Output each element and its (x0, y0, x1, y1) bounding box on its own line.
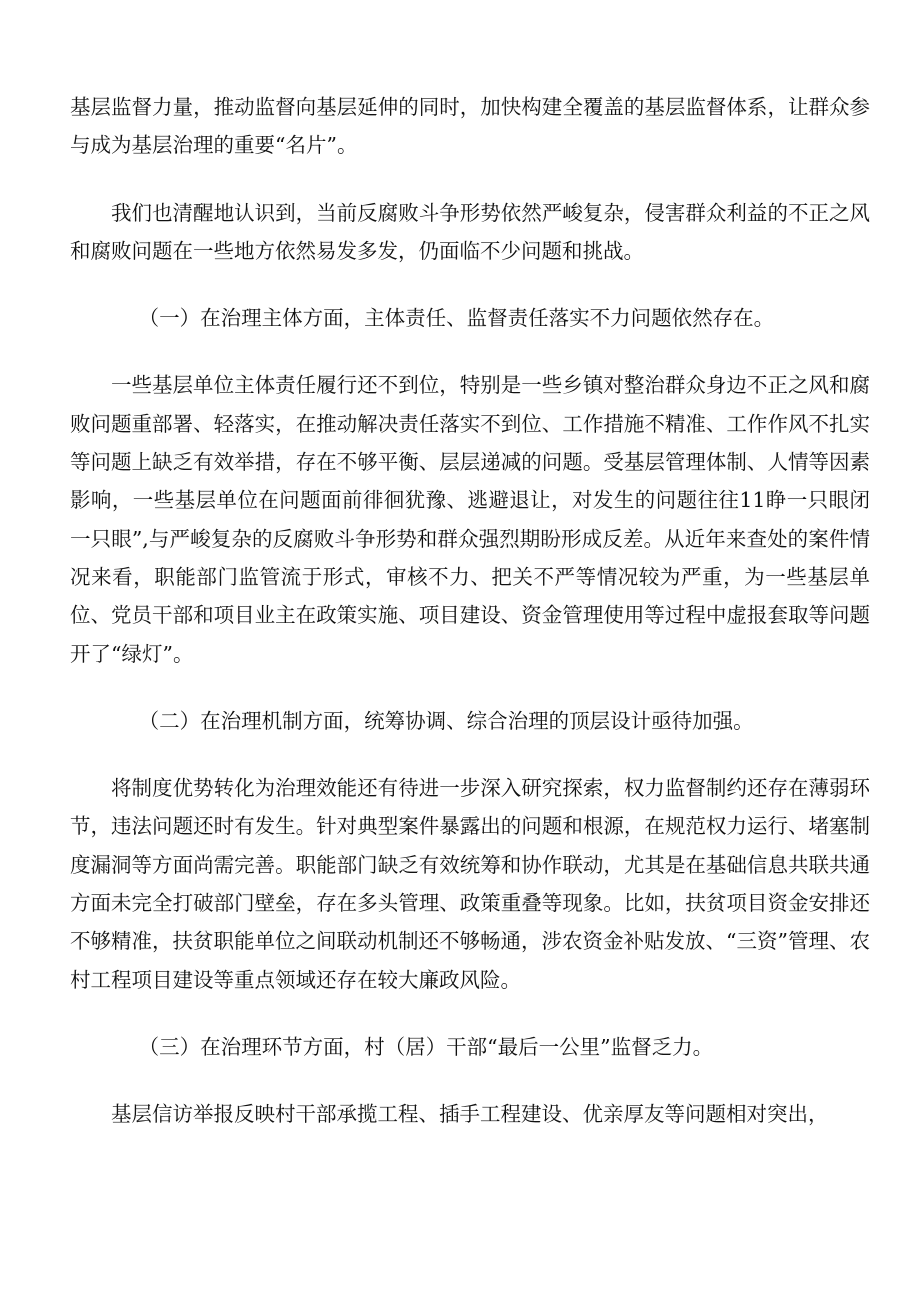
document-body (70, 88, 870, 1163)
paragraph-petition: 基层信访举报反映村干部承揽工程、插手工程建设、优亲厚友等问题相对突出， (111, 1102, 829, 1127)
paragraph-continuation: 基层监督力量，推动监督向基层延伸的同时，加快构建全覆盖的基层监督体系，让群众参与成为基层治理的重要“名片”。 (70, 95, 870, 158)
paragraph-situation: 我们也清醒地认识到，当前反腐败斗争形势依然严峻复杂，侵害群众利益的不正之风和腐败问题在一些地方依然易发多发，仍面临不少问题和挑战。 (70, 200, 870, 263)
section-heading-2: （二）在治理机制方面，统筹协调、综合治理的顶层设计亟待加强。 (138, 708, 754, 733)
paragraph-subject-responsibility: 一些基层单位主体责任履行还不到位，特别是一些乡镇对整治群众身边不正之风和腐败问题重部署、轻落实，在推动解决责任落实不到位、工作措施不精准、工作作风不扎实等问题上缺乏有效举措，存在不够平衡、层层递减的问题。受基层管理体制、人情等因素影响，一些基层单位在问题面前徘徊犹豫、逃避退让，对发生的问题往往11睁一只眼闭一只眼”,与严峻复杂的反腐败斗争形势和群众强烈期盼形成反差。从近年来查处的案件情况来看，职能部门监管流于形式，审核不力、把关不严等情况较为严重，为一些基层单位、党员干部和项目业主在政策实施、项目建设、资金管理使用等过程中虚报套取等问题开了“绿灯”。 (70, 373, 870, 666)
paragraph-mechanism: 将制度优势转化为治理效能还有待进一步深入研究探索，权力监督制约还存在薄弱环节，违法问题还时有发生。针对典型案件暴露出的问题和根源，在规范权力运行、堵塞制度漏洞等方面尚需完善。职能部门缺乏有效统筹和协作联动，尤其是在基础信息共联共通方面未完全打破部门壁垒，存在多头管理、政策重叠等现象。比如，扶贫项目资金安排还不够精准，扶贫职能单位之间联动机制还不够畅通，涉农资金补贴发放、“三资”管理、农村工程项目建设等重点领域还存在较大廉政风险。 (70, 776, 870, 992)
section-heading-3: （三）在治理环节方面，村（居）干部“最后一公里”监督乏力。 (138, 1034, 714, 1059)
section-heading-1: （一）在治理主体方面，主体责任、监督责任落实不力问题依然存在。 (138, 306, 775, 331)
